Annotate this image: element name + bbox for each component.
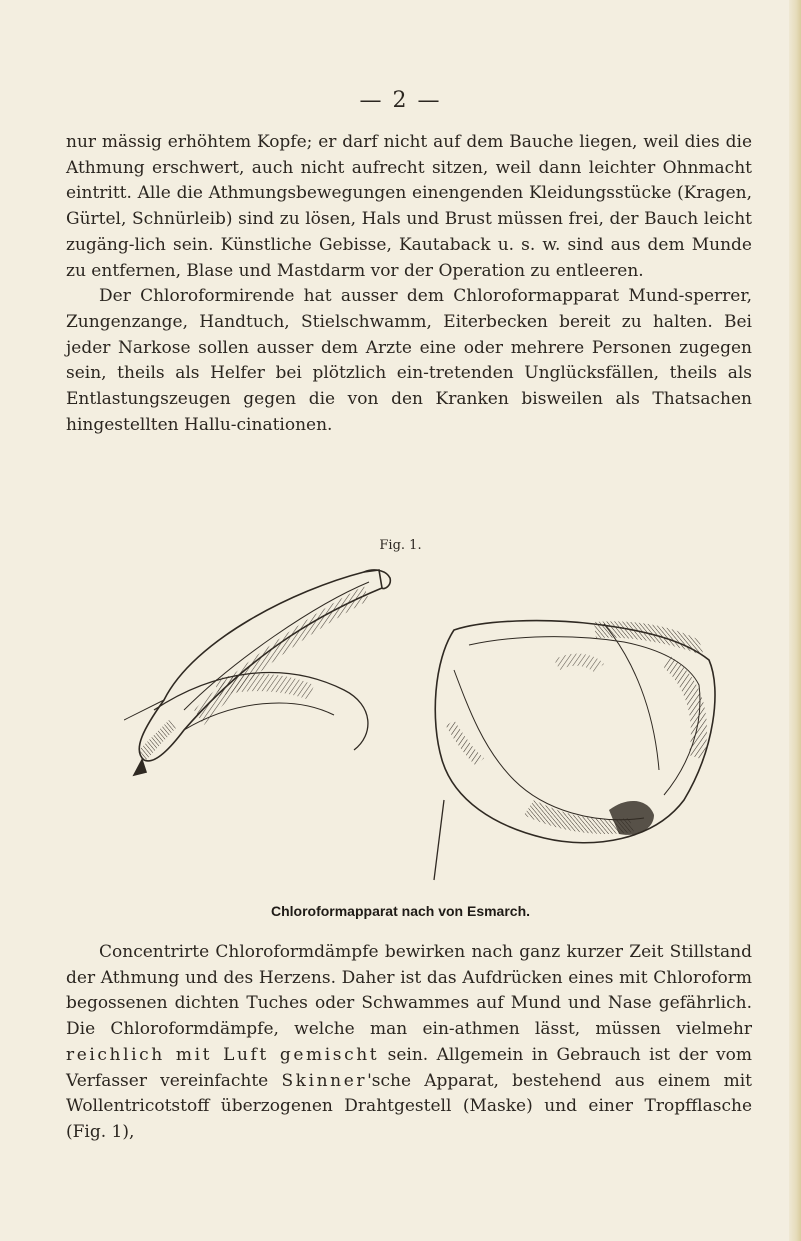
paragraph-3-mid: sein. Allgemein in Gebrauch ist der vom Verfasser vereinfachte xyxy=(66,1044,753,1091)
paragraph-3-start: Concentrirte Chloroformdämpfe bewirken nach ganz kurzer Zeit Stillstand der Athmung und des Herzens. Daher ist das Aufdrücken eines mit Chloroform begossenen dichten Tuches oder Schwammes auf Mund und Nase gefährlich. Die Chloroformdämpfe, welche man ein-athmen lässt, müssen vielmehr xyxy=(66,942,752,1040)
name-skinner: Skinner xyxy=(281,1070,368,1091)
page-edge xyxy=(789,0,801,1241)
figure-chloroform-apparatus xyxy=(124,560,724,890)
emphasis-reichlich: reichlich mit Luft gemischt xyxy=(66,1044,380,1065)
paragraph-3 xyxy=(66,940,752,1146)
figure-caption: Chloroformapparat nach von Esmarch. xyxy=(270,903,531,919)
paragraph-3-end: 'sche Apparat, bestehend aus einem mit Wollentricotstoff überzogenen Drahtgestell (Maske) und einer Tropfflasche (Fig. 1), xyxy=(66,1070,753,1142)
text-block-bottom xyxy=(66,940,752,1146)
apparatus-illustration xyxy=(124,560,724,890)
figure-label: Fig. 1. xyxy=(379,538,422,553)
text-block-top xyxy=(66,130,752,438)
page-number: — 2 — xyxy=(359,88,442,113)
paragraph-2: Der Chloroformirende hat ausser dem Chloroformapparat Mund-sperrer, Zungenzange, Handtuch, Stielschwamm, Eiterbecken bereit zu halten. Bei jeder Narkose sollen ausser dem Arzte eine oder mehrere Personen zugegen sein, theils als Helfer bei plötzlich ein-tretenden Unglücksfällen, theils als Entlastungszeugen gegen die von den Kranken bisweilen als Thatsachen hingestellten Hallu-cinationen. xyxy=(66,286,752,435)
paragraph-1: nur mässig erhöhtem Kopfe; er darf nicht auf dem Bauche liegen, weil dies die Athmung erschwert, auch nicht aufrecht sitzen, weil dann leichter Ohnmacht eintritt. Alle die Athmungsbewegungen einengenden Kleidungsstücke (Kragen, Gürtel, Schnürleib) sind zu lösen, Hals und Brust müssen frei, der Bauch leicht zugäng-lich sein. Künstliche Gebisse, Kautaback u. s. w. sind aus dem Munde zu entfernen, Blase und Mastdarm vor der Operation zu entleeren. xyxy=(66,132,752,281)
